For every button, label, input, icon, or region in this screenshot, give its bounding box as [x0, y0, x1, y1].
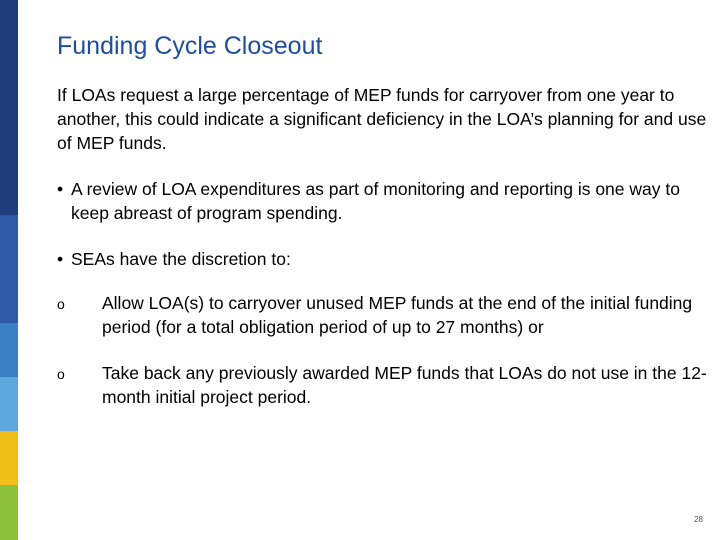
sub-bullet-marker: o: [57, 296, 65, 312]
sidebar-segment-green: [0, 485, 18, 540]
sub-bullet-item: [57, 291, 707, 339]
sub-bullet-marker: o: [57, 366, 65, 382]
sub-bullet-item: [57, 361, 707, 409]
sidebar-segment-mid-blue: [0, 323, 18, 377]
slide-body: [57, 83, 707, 409]
bullet-text: A review of LOA expenditures as part of monitoring and reporting is one way to keep abreast of program spending.: [71, 179, 680, 223]
sidebar-color-bar: [0, 0, 18, 540]
bullet-marker: •: [57, 249, 64, 269]
page-number: 28: [694, 515, 703, 524]
bullet-text: SEAs have the discretion to:: [71, 249, 291, 269]
sub-bullet-text: Allow LOA(s) to carryover unused MEP funds at the end of the initial funding period (for a total obligation period of up to 27 months) or: [102, 293, 693, 337]
sub-bullet-list: [57, 291, 707, 409]
sidebar-segment-navy: [0, 0, 18, 215]
sub-bullet-text: Take back any previously awarded MEP funds that LOAs do not use in the 12-month initial project period.: [102, 363, 707, 407]
page-title: Funding Cycle Closeout: [57, 32, 323, 60]
sidebar-segment-blue: [0, 215, 18, 323]
sidebar-segment-light-blue: [0, 377, 18, 431]
bullet-marker: •: [57, 179, 64, 199]
bullet-item: [57, 247, 707, 271]
bullet-item: [57, 177, 707, 225]
sidebar-segment-yellow: [0, 431, 18, 485]
intro-paragraph: If LOAs request a large percentage of MEP funds for carryover from one year to another, this could indicate a significant deficiency in the LOA’s planning for and use of MEP funds.: [57, 85, 707, 153]
